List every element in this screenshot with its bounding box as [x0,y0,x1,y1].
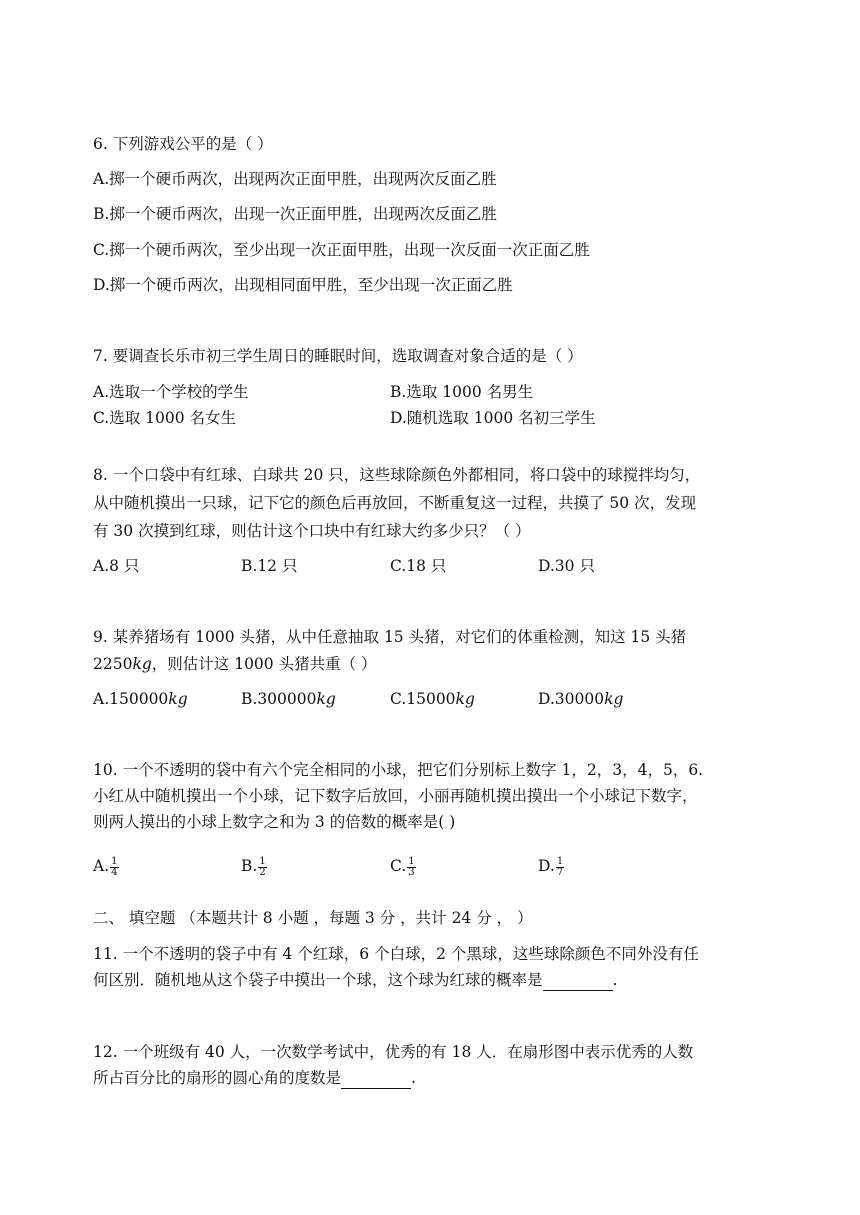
q9-line-2 [93,654,377,674]
q8-option-d: D.30 只 [538,557,595,575]
q8-line-2: 从中随机摸出一只球，记下它的颜色后再放回，不断重复这一过程，共摸了 50 次，发现 [93,494,697,512]
q7-option-a: A.选取一个学校的学生 [93,383,249,401]
q8-line-1: 8. 一个口袋中有红球、白球共 20 只，这些球除颜色外都相同，将口袋中的球搅拌均匀， [93,466,701,484]
q9-line-2-rest: ，则估计这 1000 头猪共重（ ） [151,655,377,673]
q6-option-c: C.掷一个硬币两次，至少出现一次正面甲胜，出现一次反面一次正面乙胜 [93,241,590,259]
q9-option-b: B.300000kg [241,690,336,708]
fraction: $\frac{1}{7}$ [556,855,564,878]
q11-line-1: 11. 一个不透明的袋子中有 4 个红球，6 个白球，2 个黑球，这些球除颜色不同外没有任 [93,945,699,963]
q11-line-2: 何区别．随机地从这个袋子中摸出一个球，这个球为红球的概率是 . [93,971,618,989]
q10-option-c: C. $\frac{1}{3}$ [390,855,415,878]
fraction: $\frac{1}{4}$ [111,855,118,878]
q8-option-b: B.12 只 [241,557,298,575]
q10-option-a: A. $\frac{1}{4}$ [93,855,118,878]
q7-option-d: D.随机选取 1000 名初三学生 [390,409,596,427]
q12-line-2: 所占百分比的扇形的圆心角的度数是 . [93,1069,416,1087]
fraction: $\frac{1}{2}$ [259,855,266,878]
q10-line-2: 小红从中随机摸出一个小球，记下数字后放回，小丽再随机摸出摸出一个小球记下数字， [93,787,698,805]
q12-line-1: 12. 一个班级有 40 人，一次数学考试中，优秀的有 18 人．在扇形图中表示优秀的人数 [93,1043,694,1061]
q8-option-c: C.18 只 [390,557,447,575]
q10-line-3: 则两人摸出的小球上数字之和为 3 的倍数的概率是( ) [93,813,456,831]
q10-line-1: 10. 一个不透明的袋中有六个完全相同的小球，把它们分别标上数字 1，2，3，4，5，6. [93,761,704,779]
q9-option-a: A.150000kg [93,690,188,708]
q9-weight-number: 2250 [93,655,133,673]
q12-answer-blank[interactable] [341,1068,411,1089]
q8-line-3: 有 30 次摸到红球，则估计这个口块中有红球大约多少只？（ ） [93,522,531,540]
q7-option-b: B.选取 1000 名男生 [390,383,534,401]
q11-answer-blank[interactable] [543,970,613,991]
q7-stem: 7. 要调查长乐市初三学生周日的睡眠时间，选取调查对象合适的是（ ） [93,347,583,365]
q6-stem: 6. 下列游戏公平的是（ ） [93,135,273,153]
q9-weight-unit: kg [132,655,152,673]
section-2-heading: 二、 填空题 （本题共计 8 小题 ，每题 3 分 ，共计 24 分 ， ） [93,909,533,927]
q9-option-d: D.30000kg [538,690,624,708]
q6-option-b: B.掷一个硬币两次，出现一次正面甲胜，出现两次反面乙胜 [93,205,497,223]
q8-option-a: A.8 只 [93,557,140,575]
q9-line-1: 9. 某养猪场有 1000 头猪，从中任意抽取 15 头猪，对它们的体重检测，知这 15 头猪 [93,628,687,646]
q10-option-b: B. $\frac{1}{2}$ [241,855,266,878]
fraction: $\frac{1}{3}$ [408,855,415,878]
q6-option-d: D.掷一个硬币两次，出现相同面甲胜，至少出现一次正面乙胜 [93,276,513,294]
q7-option-c: C.选取 1000 名女生 [93,409,237,427]
q9-option-c: C.15000kg [390,690,475,708]
q6-option-a: A.掷一个硬币两次，出现两次正面甲胜，出现两次反面乙胜 [93,170,497,188]
q10-option-d: D. $\frac{1}{7}$ [538,855,564,878]
